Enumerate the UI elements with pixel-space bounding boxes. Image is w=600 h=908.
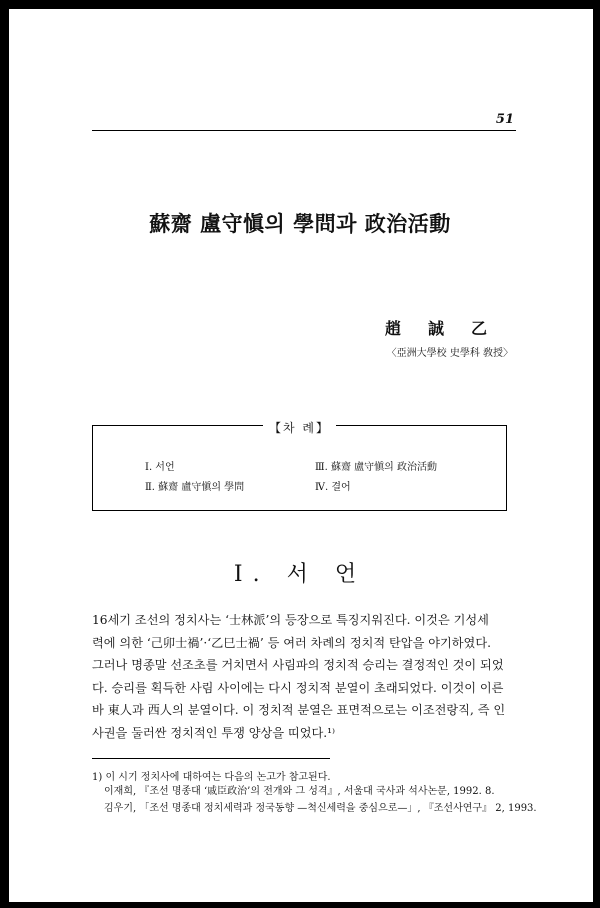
footnote-reference: 이재희, 『조선 명종대 ‘戚臣政治’의 전개와 그 성격』, 서울대 국사과 석사논문, 1992. 8. (104, 786, 495, 797)
author-name: 趙誠乙 (384, 319, 514, 338)
article-title: 蘇齋 盧守愼의 學問과 政治活動 (149, 211, 451, 236)
scan-border-top (0, 0, 600, 9)
body-line: 16세기 조선의 정치사는 ‘士林派’의 등장으로 특징지워진다. 이것은 기성세 (92, 613, 489, 627)
toc-item: Ⅲ. 蘇齋 盧守愼의 政治活動 (315, 462, 438, 473)
header-rule (92, 130, 516, 131)
toc-heading: 【차 례】 (263, 421, 336, 435)
footnote-rule (92, 758, 330, 759)
section-heading: Ⅰ. 서 언 (233, 562, 367, 587)
scan-border-left (0, 0, 9, 908)
page-number: 51 (495, 112, 514, 127)
toc-heading-wrap (93, 417, 506, 436)
author-affiliation: 〈亞洲大學校 史學科 敎授〉 (386, 348, 513, 359)
footnote-references (92, 783, 537, 817)
footnote-reference: 김우기, 「조선 명종대 정치세력과 정국동향 —척신세력을 중심으로—」, 『조선사연구』 2, 1993. (104, 803, 537, 814)
body-paragraph (92, 609, 516, 744)
toc-item: Ⅳ. 결어 (315, 482, 351, 493)
toc-item: Ⅰ. 서언 (145, 462, 175, 473)
body-line: 그러나 명종말 선조초를 거치면서 사림파의 정치적 승리는 결정적인 것이 되었 (92, 658, 504, 672)
footnote-intro: 1) 이 시기 정치사에 대하여는 다음의 논고가 참고된다. (92, 772, 331, 783)
body-line: 력에 의한 ‘己卯士禍’·‘乙巳士禍’ 등 여러 차례의 정치적 탄압을 야기하였다. (92, 635, 491, 650)
scan-border-right (593, 0, 600, 908)
body-line: 바 東人과 西人의 분열이다. 이 정치적 분열은 표면적으로는 이조전랑직, 즉 인 (92, 703, 506, 717)
table-of-contents (92, 421, 507, 511)
scan-border-bottom (0, 902, 600, 908)
body-line: 사권을 둘러싼 정치적인 투쟁 양상을 띠었다.¹⁾ (92, 725, 336, 740)
body-line: 다. 승리를 획득한 사림 사이에는 다시 정치적 분열이 초래되었다. 이것이 이른 (92, 680, 504, 695)
toc-item: Ⅱ. 蘇齋 盧守愼의 學問 (145, 482, 245, 493)
